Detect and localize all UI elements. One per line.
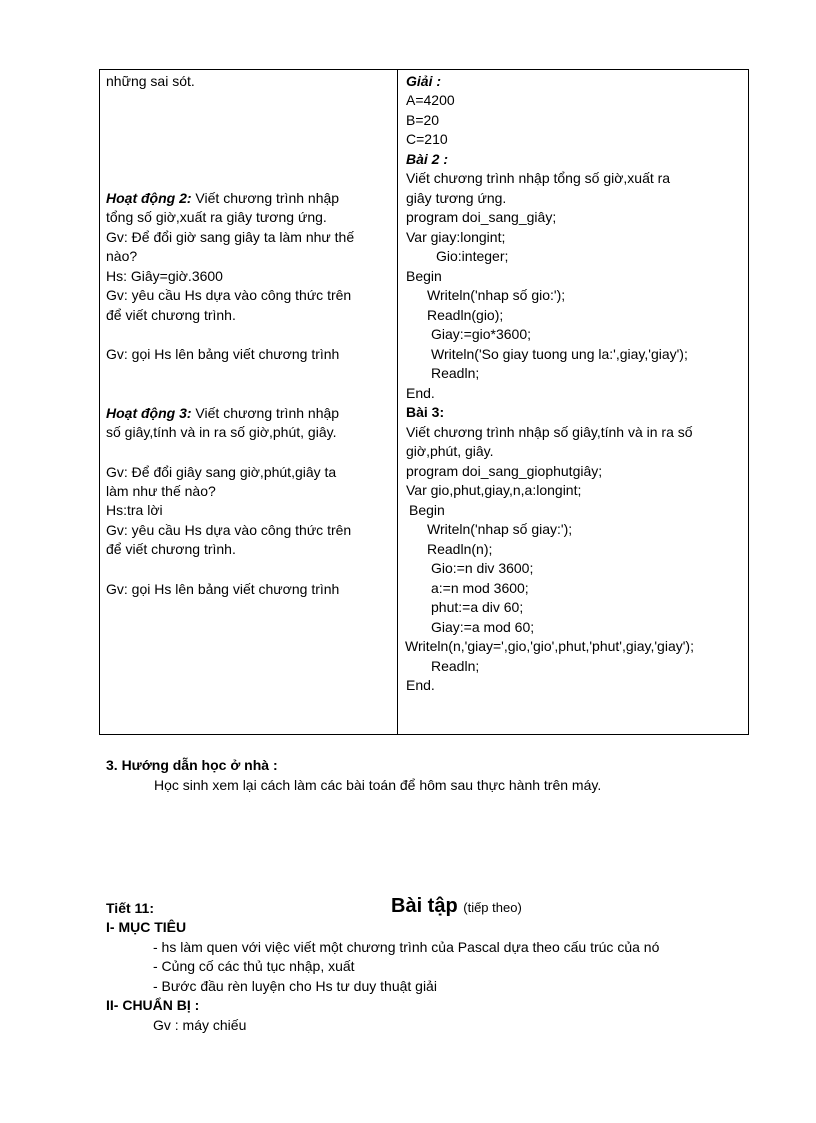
left-line: số giây,tính và in ra số giờ,phút, giây. [106, 424, 337, 440]
left-line: Hs:tra lời [106, 502, 163, 518]
code-line: Writeln('So giay tuong ung la:',giay,'giay'); [431, 346, 688, 362]
left-line: Gv: yêu cầu Hs dựa vào công thức trên [106, 522, 352, 538]
code-line: Writeln('nhap số giay:'); [427, 521, 573, 537]
exercise-3-heading: Bài 3: [406, 404, 445, 420]
left-line: Gv: yêu cầu Hs dựa vào công thức trên [106, 287, 352, 303]
activity-3-text: Viết chương trình nhập [191, 405, 340, 421]
activity-2-heading [106, 189, 339, 208]
code-line: Readln(gio); [427, 307, 504, 323]
code-line: Gio:=n div 3600; [431, 560, 534, 576]
right-line: Viết chương trình nhập số giây,tính và in ra số [406, 424, 693, 440]
code-line: End. [406, 385, 435, 401]
code-line: program doi_sang_giây; [406, 209, 557, 225]
code-line: Readln; [431, 365, 480, 381]
code-line: Begin [409, 502, 445, 518]
activity-3-label: Hoạt động 3: [106, 405, 192, 421]
homework-text: Học sinh xem lại cách làm các bài toán để hôm sau thực hành trên máy. [154, 777, 602, 793]
code-line: Giay:=a mod 60; [431, 619, 535, 635]
code-line: phut:=a div 60; [431, 599, 524, 615]
column-divider [397, 70, 398, 734]
left-line: những sai sót. [106, 73, 195, 89]
code-line: Writeln('nhap số gio:'); [427, 287, 566, 303]
preparation-item: Gv : máy chiếu [153, 1017, 247, 1033]
code-line: Var giay:longint; [406, 229, 506, 245]
objective-item: - Bước đầu rèn luyện cho Hs tư duy thuật giải [153, 978, 437, 994]
left-line: Gv: Để đổi giây sang giờ,phút,giây ta [106, 464, 337, 480]
activity-3-heading [106, 404, 339, 423]
right-line: giờ,phút, giây. [406, 443, 494, 459]
left-line: để viết chương trình. [106, 307, 236, 323]
right-line: B=20 [406, 112, 440, 128]
code-line: a:=n mod 3600; [431, 580, 529, 596]
left-line: để viết chương trình. [106, 541, 236, 557]
solution-heading: Giải : [406, 73, 442, 89]
lesson-title-note: (tiếp theo) [463, 900, 522, 915]
code-line: Readln(n); [427, 541, 493, 557]
right-line: C=210 [406, 131, 448, 147]
preparation-heading: II- CHUẨN BỊ : [106, 997, 200, 1013]
objectives-heading: I- MỤC TIÊU [106, 919, 187, 935]
objective-item: - Củng cố các thủ tục nhập, xuất [153, 958, 355, 974]
code-line: Readln; [431, 658, 480, 674]
code-line: End. [406, 677, 435, 693]
code-line: program doi_sang_giophutgiây; [406, 463, 603, 479]
left-line: làm như thế nào? [106, 483, 216, 499]
left-line: Gv: gọi Hs lên bảng viết chương trình [106, 581, 340, 597]
lesson-number: Tiết 11: [106, 900, 154, 916]
objective-item: - hs làm quen với việc viết một chương trình của Pascal dựa theo cấu trúc của nó [153, 939, 660, 955]
activity-2-label: Hoạt động 2: [106, 190, 192, 206]
code-line: Var gio,phut,giay,n,a:longint; [406, 482, 582, 498]
code-line: Writeln(n,'giay=',gio,'gio',phut,'phut',giay,'giay'); [405, 638, 694, 654]
lesson-title-text: Bài tập [391, 895, 458, 917]
right-line: giây tương ứng. [406, 190, 507, 206]
lesson-title [391, 894, 522, 920]
left-line: tổng số giờ,xuất ra giây tương ứng. [106, 209, 327, 225]
right-line: Viết chương trình nhập tổng số giờ,xuất ra [406, 170, 671, 186]
left-line: Gv: gọi Hs lên bảng viết chương trình [106, 346, 340, 362]
code-line: Begin [406, 268, 442, 284]
activity-2-text: Viết chương trình nhập [191, 190, 340, 206]
left-line: nào? [106, 248, 138, 264]
left-line: Hs: Giây=giờ.3600 [106, 268, 223, 284]
lesson-table [99, 69, 749, 735]
exercise-2-heading: Bài 2 : [406, 151, 449, 167]
right-line: A=4200 [406, 92, 455, 108]
homework-heading: 3. Hướng dẫn học ở nhà : [106, 757, 278, 773]
code-line: Giay:=gio*3600; [431, 326, 532, 342]
code-line: Gio:integer; [436, 248, 509, 264]
left-line: Gv: Để đổi giờ sang giây ta làm như thế [106, 229, 355, 245]
